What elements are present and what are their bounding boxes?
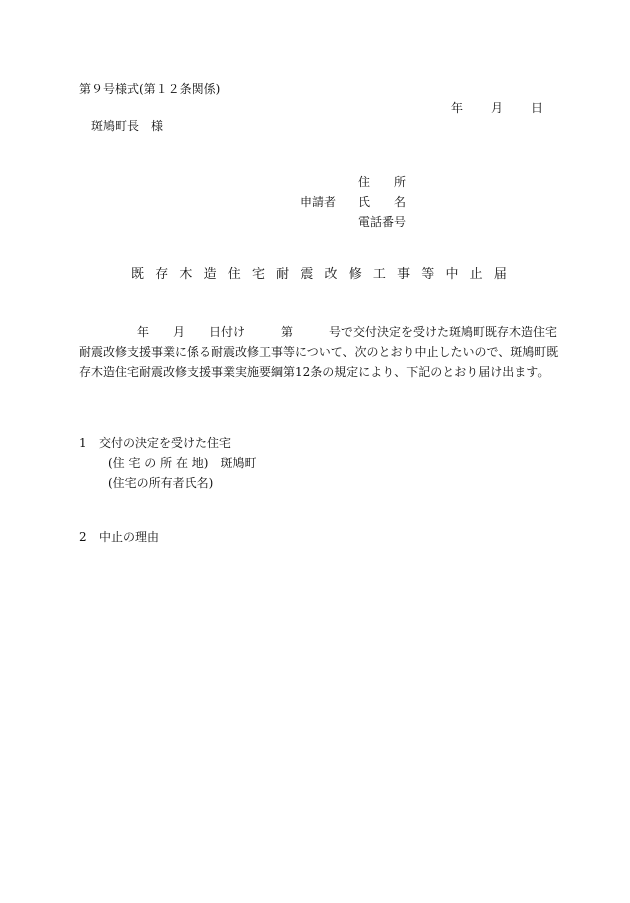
title-char: 木 (179, 267, 193, 282)
property-location-value: 斑鳩町 (220, 456, 257, 470)
item-number: 1 (79, 436, 87, 450)
addressee: 斑鳩町長 様 (91, 119, 164, 133)
property-owner-label: (住宅の所有者氏名) (108, 476, 214, 490)
document-title (131, 267, 518, 283)
item-number: 2 (79, 530, 87, 544)
phone-label: 電話番号 (358, 215, 407, 229)
title-char: 止 (469, 267, 483, 282)
title-char: 工 (372, 267, 386, 282)
title-char: 宅 (251, 267, 265, 282)
item-2-heading (79, 530, 159, 544)
date-day-label: 日 (531, 101, 544, 115)
title-char: 耐 (276, 267, 290, 282)
body-line: 耐震改修支援事業に係る耐震改修工事等について、次のとおり中止したいので、斑鳩町既 (79, 345, 559, 359)
property-owner (108, 476, 213, 490)
address-label: 住 所 (358, 175, 407, 189)
title-char: 改 (324, 267, 338, 282)
item-label: 中止の理由 (99, 530, 160, 544)
body-line: 年 月 日付け 第 号で交付決定を受けた斑鳩町既存木造住宅 (137, 325, 558, 339)
title-char: 等 (421, 267, 435, 282)
title-char: 中 (445, 267, 459, 282)
title-char: 存 (155, 267, 169, 282)
title-char: 震 (300, 267, 314, 282)
title-char: 造 (203, 267, 217, 282)
applicant-role: 申請者 (300, 195, 337, 209)
date-year-label: 年 (451, 101, 464, 115)
title-char: 届 (493, 267, 507, 282)
date-month-label: 月 (491, 101, 504, 115)
item-1-heading (79, 436, 231, 450)
body-paragraph (79, 322, 558, 382)
submission-date (451, 101, 543, 115)
name-label: 氏 名 (358, 195, 407, 209)
title-char: 住 (227, 267, 241, 282)
title-char: 修 (348, 267, 362, 282)
property-location-label: (住 宅 の 所 在 地) (108, 456, 209, 470)
title-char: 事 (397, 267, 411, 282)
item-label: 交付の決定を受けた住宅 (99, 436, 232, 450)
form-number: 第９号様式(第１２条関係) (79, 82, 221, 96)
property-location (108, 456, 256, 470)
title-char: 既 (131, 267, 145, 282)
body-line: 存木造住宅耐震改修支援事業実施要綱第12条の規定により、下記のとおり届け出ます。 (79, 365, 550, 379)
